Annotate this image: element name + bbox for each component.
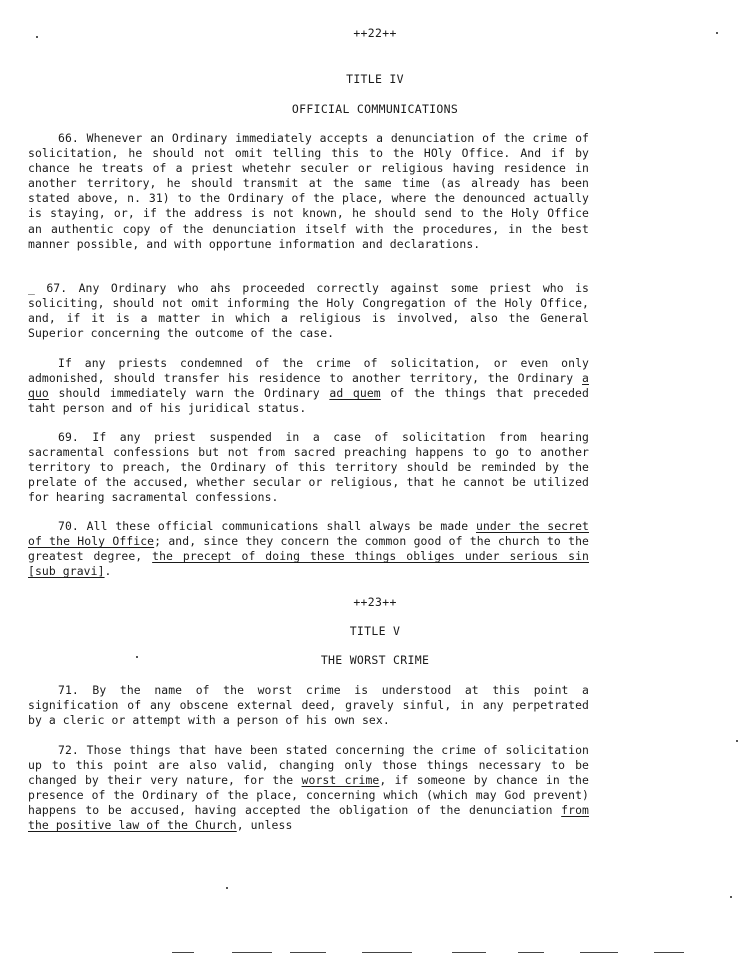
- paragraph-72: [28, 743, 589, 834]
- paragraph-70-text-2: ; and, since they concern the common good of the church to the greatest degree,: [28, 534, 589, 564]
- scan-speck: [716, 32, 718, 34]
- title-v-subheading: THE WORST CRIME: [320, 653, 430, 667]
- paragraph-68-text-2: should immediately warn the Ordinary: [48, 386, 330, 401]
- paragraph-71-text: 71. By the name of the worst crime is understood at this point a signification of any obscene external deed, gravely sinful, in any perpetrated by a cleric or attempt with a person of his own sex.: [28, 683, 589, 728]
- paragraph-70: [28, 519, 589, 579]
- paragraph-70-text-3: .: [104, 564, 112, 579]
- paragraph-67: [28, 281, 589, 341]
- scan-edge-mark: [654, 952, 684, 953]
- paragraph-68-a-quo: a quo: [28, 371, 589, 401]
- scan-edge-mark: [580, 952, 618, 953]
- paragraph-72-worst-crime-underlined: worst crime: [301, 773, 380, 788]
- paragraph-68-text-3: of the things that preceded taht person and of his juridical status.: [28, 386, 589, 416]
- paragraph-72-text-3: , unless: [236, 818, 293, 833]
- scan-speck: [136, 656, 138, 658]
- scan-edge-mark: [232, 952, 272, 953]
- scan-edge-mark: [362, 952, 412, 953]
- scan-speck: [36, 36, 38, 38]
- title-iv-heading: TITLE IV: [346, 72, 404, 86]
- paragraph-67-text: _ 67. Any Ordinary who ahs proceeded correctly against some priest who is soliciting, should not omit informing the Holy Congregation of the Holy Office, and, if it is a matter in which a religious is involved, also the General Superior concerning the outcome of the case.: [28, 281, 589, 341]
- title-v-heading: TITLE V: [349, 624, 401, 638]
- scan-edge-mark: [452, 952, 486, 953]
- scan-speck: [226, 887, 228, 889]
- paragraph-68-ad-quem: ad quem: [329, 386, 381, 401]
- page-number-23: ++23++: [353, 595, 397, 609]
- paragraph-68: [28, 356, 589, 416]
- paragraph-70-secret-underlined: under the secret of the Holy Office: [28, 519, 589, 549]
- title-iv-subheading: OFFICIAL COMMUNICATIONS: [291, 102, 459, 116]
- paragraph-71: [28, 683, 589, 728]
- paragraph-66: [28, 131, 589, 252]
- page-number-22: ++22++: [353, 26, 397, 40]
- paragraph-72-text-1: 72. Those things that have been stated concerning the crime of solicitation up to this point are also valid, changing only those things necessary to be changed by their very nature, for the: [28, 743, 589, 788]
- scan-edge-mark: [518, 952, 544, 953]
- paragraph-72-positive-law-underlined: from the positive law of the Church: [28, 803, 589, 833]
- paragraph-72-text-2: , if someone by chance in the presence of the Ordinary of the place, concerning which (which may God prevent) happens to be accused, having accepted the obligation of the denunciation: [28, 773, 589, 818]
- paragraph-70-precept-underlined: the precept of doing these things obliges under serious sin [sub gravi]: [28, 549, 589, 579]
- paragraph-66-text: 66. Whenever an Ordinary immediately accepts a denunciation of the crime of solicitation, he should not omit telling this to the HOly Office. And if by chance he treats of a priest whetehr seculer or religious having residence in another territory, he should transmit at the same time (as already has been stated above, n. 31) to the Ordinary of the place, where the denounced actually is staying, or, if the address is not known, he should send to the Holy Office an authentic copy of the denunciation itself with the procedures, in the best manner possible, and with opportune information and declarations.: [28, 131, 589, 251]
- paragraph-68-text-1: If any priests condemned of the crime of solicitation, or even only admonished, should transfer his residence to another territory, the Ordinary: [28, 356, 589, 386]
- scan-speck: [736, 740, 738, 742]
- paragraph-70-text-1: 70. All these official communications shall always be made: [58, 519, 476, 533]
- paragraph-69-text: 69. If any priest suspended in a case of solicitation from hearing sacramental confessions but not from sacred preaching happens to go to another territory to preach, the Ordinary of this territory should be reminded by the prelate of the accused, whether secular or religious, that he cannot be utilized for hearing sacramental confessions.: [28, 430, 589, 505]
- scan-edge-mark: [172, 952, 194, 953]
- scan-edge-mark: [290, 952, 326, 953]
- paragraph-69: [28, 430, 589, 505]
- scan-speck: [730, 896, 732, 898]
